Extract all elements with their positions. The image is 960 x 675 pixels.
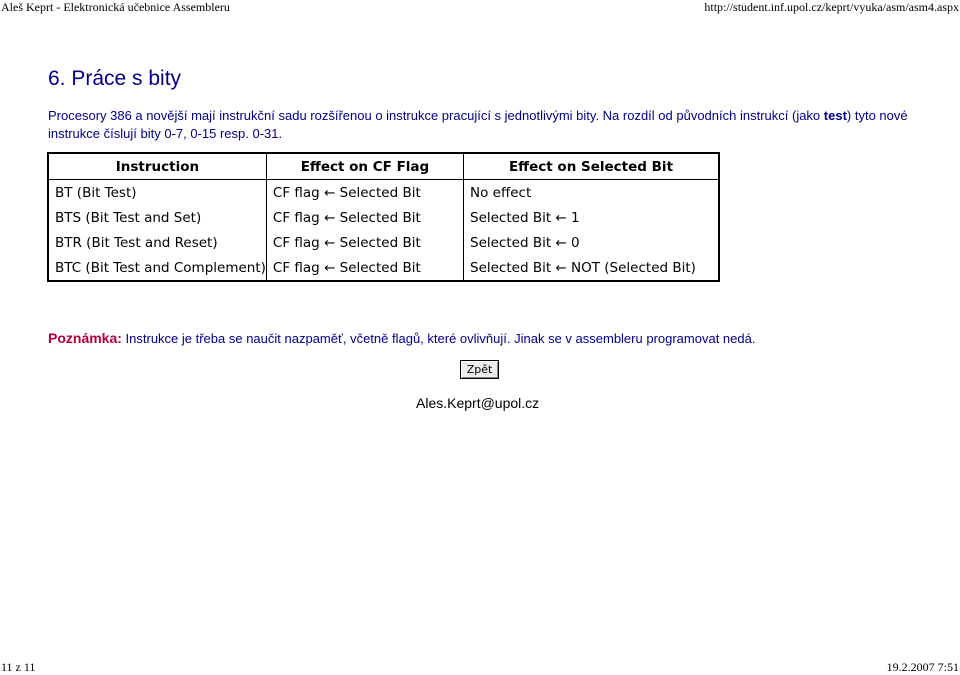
table-cell: Selected Bit ← 1: [464, 205, 720, 230]
table-header-cell: Instruction: [48, 153, 266, 180]
table-cell: CF flag ← Selected Bit: [266, 205, 463, 230]
table-row: [48, 205, 719, 230]
note-paragraph: [48, 330, 928, 346]
intro-text-2: ) tyto nové instrukce číslují bity 0-7, 0-15 resp. 0-31.: [48, 108, 908, 141]
page-count: 11 z 11: [1, 660, 36, 674]
table-header-cell: Effect on Selected Bit: [464, 153, 720, 180]
print-header-title: Aleš Keprt - Elektronická učebnice Assembleru: [1, 0, 230, 14]
table-cell: BTS (Bit Test and Set): [48, 205, 266, 230]
author-email[interactable]: Ales.Keprt@upol.cz: [416, 395, 540, 411]
bit-instructions-table: [47, 152, 720, 282]
table-header-row: [48, 153, 719, 180]
note-label: Poznámka:: [48, 330, 122, 346]
intro-text-1: Procesory 386 a novější mají instrukční sadu rozšířenou o instrukce pracující s jednotlivými bity. Na rozdíl od původních instrukcí (jako: [48, 108, 824, 123]
print-footer: [0, 660, 960, 674]
table-cell: BTR (Bit Test and Reset): [48, 230, 266, 255]
intro-paragraph: [48, 107, 908, 143]
table-row: [48, 180, 719, 206]
table-cell: No effect: [464, 180, 720, 206]
table-cell: CF flag ← Selected Bit: [266, 255, 463, 281]
table-cell: CF flag ← Selected Bit: [266, 180, 463, 206]
table-cell: BT (Bit Test): [48, 180, 266, 206]
table-cell: Selected Bit ← 0: [464, 230, 720, 255]
print-date: 19.2.2007 7:51: [886, 660, 959, 674]
table-row: [48, 255, 719, 281]
table-cell: CF flag ← Selected Bit: [266, 230, 463, 255]
table-cell: Selected Bit ← NOT (Selected Bit): [464, 255, 720, 281]
back-button[interactable]: Zpět: [460, 360, 499, 379]
print-header: [0, 0, 960, 14]
intro-keyword: test: [823, 108, 847, 123]
table-header-cell: Effect on CF Flag: [266, 153, 463, 180]
table-cell: BTC (Bit Test and Complement): [48, 255, 266, 281]
table-row: [48, 230, 719, 255]
page-title: 6. Práce s bity: [48, 67, 182, 90]
note-text: Instrukce je třeba se naučit nazpaměť, včetně flagů, které ovlivňují. Jinak se v assembleru programovat nedá.: [121, 331, 756, 346]
print-header-url: http://student.inf.upol.cz/keprt/vyuka/asm/asm4.aspx: [704, 0, 959, 14]
